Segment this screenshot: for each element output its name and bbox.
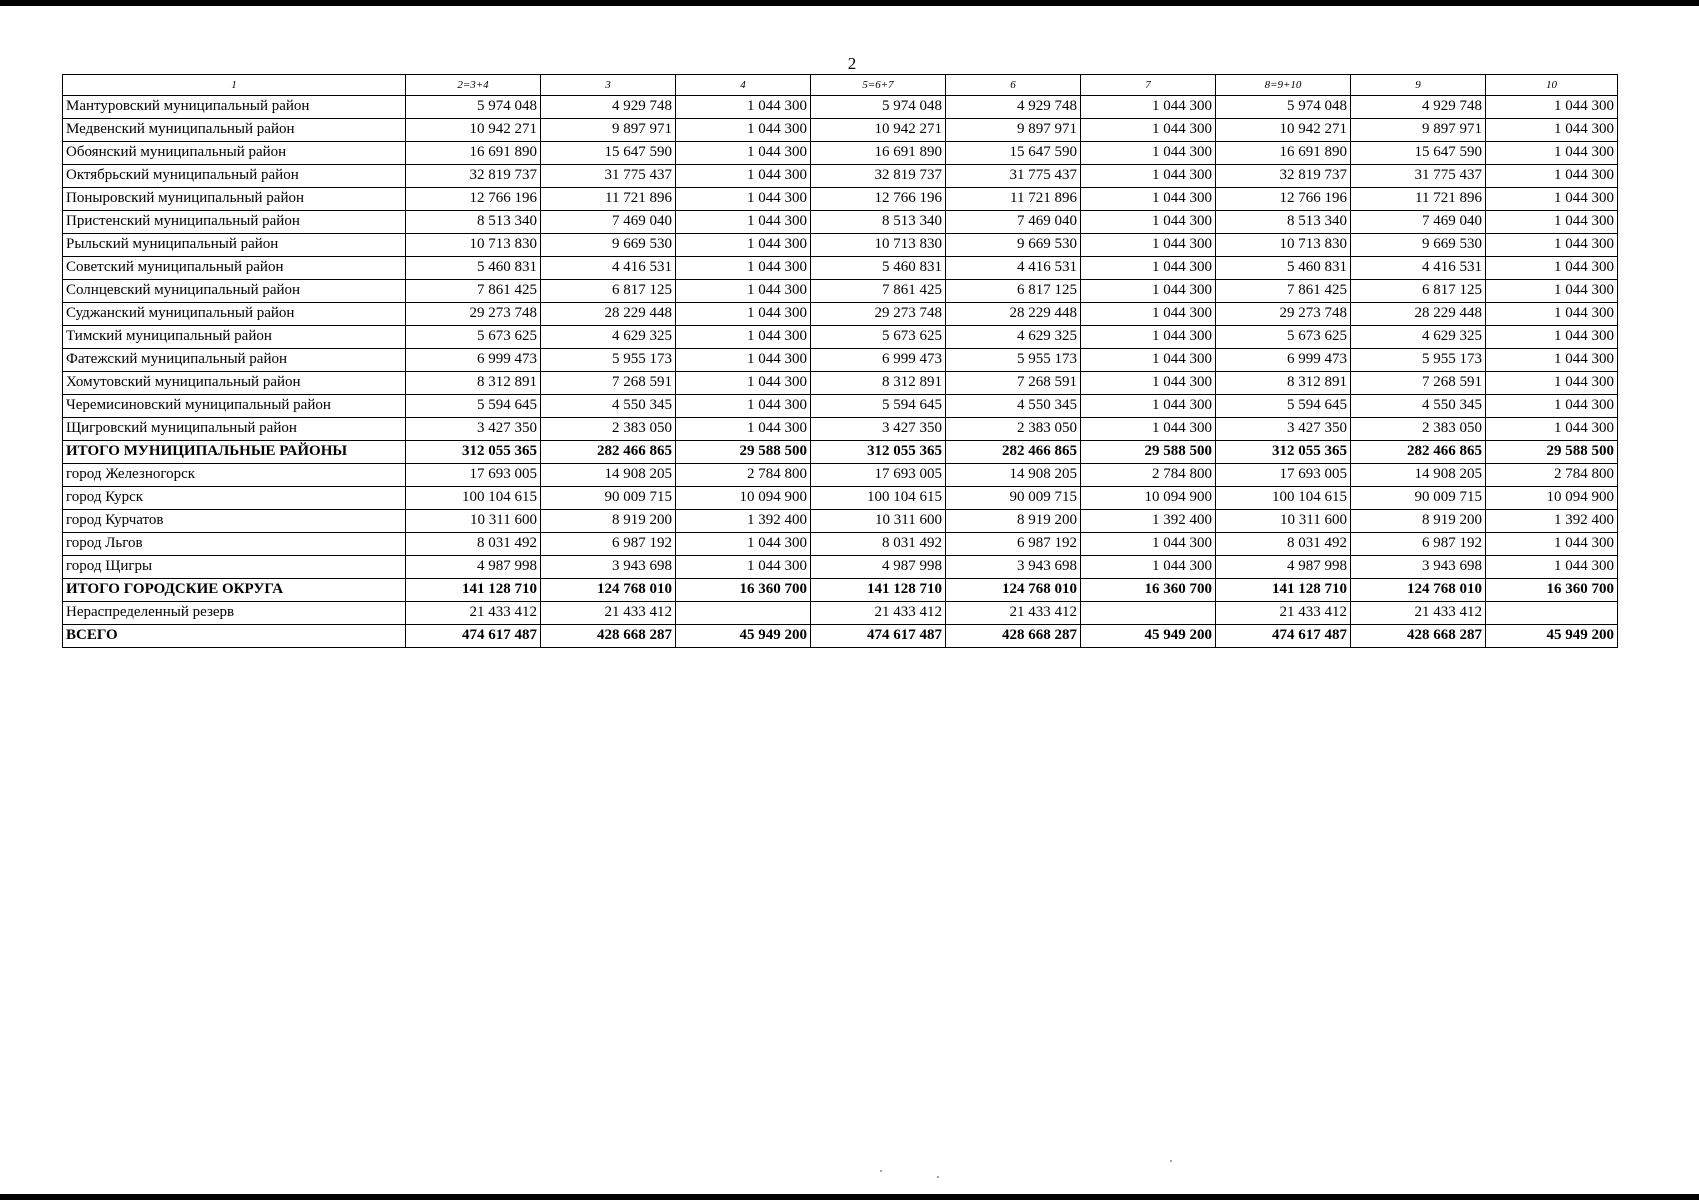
value-cell: 1 044 300 [676,556,811,579]
value-cell: 1 044 300 [676,303,811,326]
value-cell: 1 044 300 [676,533,811,556]
value-cell: 8 031 492 [1216,533,1351,556]
value-cell: 124 768 010 [541,579,676,602]
value-cell: 8 513 340 [1216,211,1351,234]
row-label: Щигровский муниципальный район [63,418,406,441]
table-row [63,464,1618,487]
row-label: Пристенский муниципальный район [63,211,406,234]
table-row [63,211,1618,234]
value-cell: 7 861 425 [406,280,541,303]
value-cell: 1 044 300 [1081,142,1216,165]
row-label: Солнцевский муниципальный район [63,280,406,303]
row-label: Мантуровский муниципальный район [63,96,406,119]
value-cell: 1 044 300 [676,96,811,119]
value-cell: 31 775 437 [946,165,1081,188]
value-cell: 312 055 365 [406,441,541,464]
value-cell: 7 861 425 [811,280,946,303]
value-cell: 10 094 900 [1081,487,1216,510]
row-label: Тимский муниципальный район [63,326,406,349]
value-cell: 14 908 205 [541,464,676,487]
value-cell: 5 594 645 [1216,395,1351,418]
value-cell: 2 784 800 [1486,464,1618,487]
table-row [63,418,1618,441]
value-cell: 1 044 300 [676,372,811,395]
value-cell: 1 044 300 [1486,119,1618,142]
value-cell: 5 955 173 [541,349,676,372]
value-cell: 6 999 473 [406,349,541,372]
value-cell: 7 469 040 [946,211,1081,234]
row-label: Октябрьский муниципальный район [63,165,406,188]
table-row [63,303,1618,326]
table-row [63,625,1618,648]
value-cell: 428 668 287 [1351,625,1486,648]
value-cell: 312 055 365 [811,441,946,464]
value-cell: 7 469 040 [541,211,676,234]
value-cell: 474 617 487 [406,625,541,648]
value-cell: 15 647 590 [1351,142,1486,165]
value-cell: 45 949 200 [1081,625,1216,648]
value-cell: 1 044 300 [1486,234,1618,257]
value-cell: 1 044 300 [1081,280,1216,303]
value-cell: 32 819 737 [811,165,946,188]
value-cell: 1 044 300 [1486,142,1618,165]
value-cell: 4 416 531 [541,257,676,280]
value-cell: 4 550 345 [541,395,676,418]
value-cell: 1 044 300 [1081,165,1216,188]
table-row [63,119,1618,142]
value-cell: 8 031 492 [406,533,541,556]
value-cell: 1 044 300 [1486,349,1618,372]
value-cell: 3 943 698 [541,556,676,579]
value-cell: 124 768 010 [946,579,1081,602]
value-cell [676,602,811,625]
table-row [63,510,1618,533]
value-cell: 1 044 300 [1486,96,1618,119]
value-cell: 2 784 800 [1081,464,1216,487]
value-cell: 1 044 300 [1081,326,1216,349]
value-cell: 100 104 615 [811,487,946,510]
row-label: ИТОГО ГОРОДСКИЕ ОКРУГА [63,579,406,602]
table-row [63,280,1618,303]
table-row [63,257,1618,280]
value-cell: 4 929 748 [1351,96,1486,119]
value-cell: 1 044 300 [676,395,811,418]
value-cell: 29 273 748 [406,303,541,326]
value-cell: 8 919 200 [541,510,676,533]
value-cell: 7 268 591 [1351,372,1486,395]
row-label: город Курчатов [63,510,406,533]
value-cell: 4 550 345 [946,395,1081,418]
value-cell: 32 819 737 [406,165,541,188]
value-cell: 8 312 891 [1216,372,1351,395]
value-cell: 5 673 625 [811,326,946,349]
value-cell: 90 009 715 [946,487,1081,510]
value-cell: 31 775 437 [541,165,676,188]
value-cell: 1 044 300 [1486,165,1618,188]
value-cell: 8 312 891 [811,372,946,395]
table-row [63,533,1618,556]
value-cell: 1 044 300 [1081,211,1216,234]
value-cell: 1 044 300 [676,119,811,142]
value-cell: 1 044 300 [676,234,811,257]
value-cell: 141 128 710 [811,579,946,602]
column-header: 10 [1486,75,1618,96]
value-cell: 1 044 300 [1081,257,1216,280]
value-cell: 10 311 600 [1216,510,1351,533]
value-cell: 10 713 830 [1216,234,1351,257]
value-cell: 282 466 865 [1351,441,1486,464]
value-cell: 10 942 271 [811,119,946,142]
value-cell: 8 513 340 [811,211,946,234]
value-cell: 1 044 300 [1081,188,1216,211]
value-cell: 16 691 890 [811,142,946,165]
value-cell: 21 433 412 [811,602,946,625]
value-cell: 1 044 300 [1486,188,1618,211]
table-row [63,602,1618,625]
value-cell: 21 433 412 [1351,602,1486,625]
value-cell: 1 044 300 [1486,418,1618,441]
column-header: 5=6+7 [811,75,946,96]
value-cell: 141 128 710 [1216,579,1351,602]
value-cell: 2 383 050 [1351,418,1486,441]
value-cell: 17 693 005 [406,464,541,487]
value-cell: 10 311 600 [811,510,946,533]
value-cell: 5 673 625 [406,326,541,349]
table-body [63,96,1618,648]
table-row [63,579,1618,602]
value-cell: 3 427 350 [1216,418,1351,441]
row-label: Фатежский муниципальный район [63,349,406,372]
value-cell: 45 949 200 [676,625,811,648]
value-cell: 1 044 300 [676,188,811,211]
value-cell: 124 768 010 [1351,579,1486,602]
value-cell: 11 721 896 [541,188,676,211]
value-cell: 9 897 971 [1351,119,1486,142]
row-label: Медвенский муниципальный район [63,119,406,142]
value-cell: 29 588 500 [676,441,811,464]
value-cell: 1 044 300 [1486,372,1618,395]
value-cell: 90 009 715 [541,487,676,510]
value-cell: 11 721 896 [1351,188,1486,211]
value-cell: 29 273 748 [1216,303,1351,326]
value-cell: 14 908 205 [946,464,1081,487]
row-label: Обоянский муниципальный район [63,142,406,165]
row-label: город Железногорск [63,464,406,487]
value-cell: 4 416 531 [946,257,1081,280]
value-cell: 5 955 173 [1351,349,1486,372]
value-cell: 7 268 591 [946,372,1081,395]
value-cell: 16 360 700 [1081,579,1216,602]
value-cell: 5 594 645 [406,395,541,418]
header-row [63,75,1618,96]
value-cell: 29 588 500 [1081,441,1216,464]
value-cell: 21 433 412 [946,602,1081,625]
value-cell: 474 617 487 [1216,625,1351,648]
value-cell: 100 104 615 [406,487,541,510]
value-cell [1081,602,1216,625]
value-cell: 312 055 365 [1216,441,1351,464]
value-cell: 2 383 050 [541,418,676,441]
value-cell: 2 784 800 [676,464,811,487]
value-cell: 1 044 300 [1081,349,1216,372]
scan-speck [880,1170,882,1172]
value-cell: 28 229 448 [1351,303,1486,326]
value-cell: 1 044 300 [676,142,811,165]
value-cell: 6 987 192 [541,533,676,556]
column-header: 8=9+10 [1216,75,1351,96]
value-cell: 1 044 300 [1081,418,1216,441]
value-cell: 5 460 831 [1216,257,1351,280]
value-cell: 1 044 300 [1486,326,1618,349]
table-row [63,487,1618,510]
value-cell: 5 594 645 [811,395,946,418]
value-cell: 28 229 448 [541,303,676,326]
value-cell: 10 311 600 [406,510,541,533]
table-row [63,142,1618,165]
value-cell: 5 974 048 [811,96,946,119]
row-label: Рыльский муниципальный район [63,234,406,257]
value-cell: 1 044 300 [1486,556,1618,579]
value-cell: 10 713 830 [811,234,946,257]
value-cell: 9 897 971 [946,119,1081,142]
value-cell: 5 974 048 [1216,96,1351,119]
value-cell: 282 466 865 [541,441,676,464]
value-cell: 12 766 196 [811,188,946,211]
value-cell: 282 466 865 [946,441,1081,464]
value-cell: 10 942 271 [406,119,541,142]
value-cell: 1 044 300 [676,280,811,303]
table-row [63,556,1618,579]
value-cell: 1 044 300 [676,165,811,188]
value-cell: 11 721 896 [946,188,1081,211]
value-cell: 4 929 748 [541,96,676,119]
value-cell: 1 044 300 [676,349,811,372]
scan-speck [1170,1160,1172,1162]
column-header: 9 [1351,75,1486,96]
value-cell: 16 360 700 [676,579,811,602]
value-cell: 21 433 412 [406,602,541,625]
value-cell: 1 044 300 [676,257,811,280]
value-cell: 16 691 890 [406,142,541,165]
value-cell: 1 044 300 [1081,372,1216,395]
budget-table [62,74,1618,648]
column-header: 4 [676,75,811,96]
row-label: ВСЕГО [63,625,406,648]
table-row [63,188,1618,211]
row-label: Советский муниципальный район [63,257,406,280]
scan-speck [937,1176,939,1178]
column-header: 2=3+4 [406,75,541,96]
value-cell: 5 673 625 [1216,326,1351,349]
value-cell: 21 433 412 [541,602,676,625]
value-cell: 45 949 200 [1486,625,1618,648]
row-label: Нераспределенный резерв [63,602,406,625]
table-row [63,349,1618,372]
value-cell: 6 817 125 [946,280,1081,303]
value-cell: 5 460 831 [406,257,541,280]
value-cell: 7 268 591 [541,372,676,395]
row-label: город Щигры [63,556,406,579]
row-label: город Курск [63,487,406,510]
value-cell: 16 360 700 [1486,579,1618,602]
value-cell: 3 943 698 [946,556,1081,579]
value-cell: 1 044 300 [1081,234,1216,257]
row-label: ИТОГО МУНИЦИПАЛЬНЫЕ РАЙОНЫ [63,441,406,464]
value-cell: 1 044 300 [1486,303,1618,326]
value-cell: 8 031 492 [811,533,946,556]
value-cell: 10 094 900 [1486,487,1618,510]
value-cell: 1 392 400 [1081,510,1216,533]
value-cell: 12 766 196 [406,188,541,211]
table-row [63,234,1618,257]
value-cell: 428 668 287 [946,625,1081,648]
table-row [63,165,1618,188]
value-cell: 8 513 340 [406,211,541,234]
value-cell: 1 044 300 [1081,119,1216,142]
value-cell: 7 469 040 [1351,211,1486,234]
value-cell: 7 861 425 [1216,280,1351,303]
value-cell: 21 433 412 [1216,602,1351,625]
row-label: Хомутовский муниципальный район [63,372,406,395]
value-cell: 6 987 192 [946,533,1081,556]
value-cell: 4 550 345 [1351,395,1486,418]
value-cell: 3 427 350 [406,418,541,441]
value-cell: 2 383 050 [946,418,1081,441]
value-cell: 3 943 698 [1351,556,1486,579]
value-cell: 12 766 196 [1216,188,1351,211]
value-cell: 1 044 300 [676,211,811,234]
value-cell: 4 987 998 [1216,556,1351,579]
value-cell: 14 908 205 [1351,464,1486,487]
value-cell: 8 919 200 [946,510,1081,533]
value-cell: 5 955 173 [946,349,1081,372]
value-cell: 10 094 900 [676,487,811,510]
value-cell: 6 999 473 [1216,349,1351,372]
table-row [63,372,1618,395]
value-cell: 4 629 325 [946,326,1081,349]
row-label: Поныровский муниципальный район [63,188,406,211]
page-number: 2 [847,54,857,73]
table-row [63,326,1618,349]
value-cell: 28 229 448 [946,303,1081,326]
value-cell: 4 987 998 [811,556,946,579]
value-cell: 17 693 005 [1216,464,1351,487]
column-header: 3 [541,75,676,96]
value-cell: 1 044 300 [1486,533,1618,556]
value-cell: 90 009 715 [1351,487,1486,510]
value-cell: 1 044 300 [1486,395,1618,418]
value-cell: 4 629 325 [1351,326,1486,349]
value-cell: 10 942 271 [1216,119,1351,142]
value-cell: 1 044 300 [1081,96,1216,119]
value-cell: 1 044 300 [1081,395,1216,418]
row-label: город Льгов [63,533,406,556]
value-cell: 1 044 300 [1081,556,1216,579]
value-cell: 5 974 048 [406,96,541,119]
value-cell: 100 104 615 [1216,487,1351,510]
value-cell: 8 312 891 [406,372,541,395]
value-cell: 1 044 300 [1081,533,1216,556]
value-cell: 474 617 487 [811,625,946,648]
column-header: 6 [946,75,1081,96]
row-label: Суджанский муниципальный район [63,303,406,326]
value-cell: 9 669 530 [1351,234,1486,257]
column-header: 7 [1081,75,1216,96]
value-cell: 4 987 998 [406,556,541,579]
table-row [63,395,1618,418]
value-cell: 4 416 531 [1351,257,1486,280]
value-cell: 1 044 300 [1486,257,1618,280]
value-cell: 8 919 200 [1351,510,1486,533]
value-cell: 1 044 300 [676,326,811,349]
value-cell: 141 128 710 [406,579,541,602]
table-row [63,96,1618,119]
value-cell: 4 629 325 [541,326,676,349]
value-cell: 15 647 590 [946,142,1081,165]
value-cell: 9 669 530 [541,234,676,257]
value-cell: 1 044 300 [1486,211,1618,234]
value-cell: 3 427 350 [811,418,946,441]
value-cell: 29 588 500 [1486,441,1618,464]
value-cell: 1 392 400 [676,510,811,533]
table-row [63,441,1618,464]
value-cell: 9 897 971 [541,119,676,142]
value-cell: 1 392 400 [1486,510,1618,533]
value-cell: 6 817 125 [1351,280,1486,303]
value-cell: 6 817 125 [541,280,676,303]
value-cell: 10 713 830 [406,234,541,257]
value-cell: 428 668 287 [541,625,676,648]
value-cell: 29 273 748 [811,303,946,326]
value-cell: 1 044 300 [676,418,811,441]
value-cell [1486,602,1618,625]
value-cell: 16 691 890 [1216,142,1351,165]
value-cell: 6 999 473 [811,349,946,372]
value-cell: 4 929 748 [946,96,1081,119]
value-cell: 31 775 437 [1351,165,1486,188]
value-cell: 32 819 737 [1216,165,1351,188]
value-cell: 1 044 300 [1486,280,1618,303]
value-cell: 5 460 831 [811,257,946,280]
value-cell: 6 987 192 [1351,533,1486,556]
row-label: Черемисиновский муниципальный район [63,395,406,418]
value-cell: 17 693 005 [811,464,946,487]
value-cell: 9 669 530 [946,234,1081,257]
column-header: 1 [63,75,406,96]
value-cell: 15 647 590 [541,142,676,165]
value-cell: 1 044 300 [1081,303,1216,326]
